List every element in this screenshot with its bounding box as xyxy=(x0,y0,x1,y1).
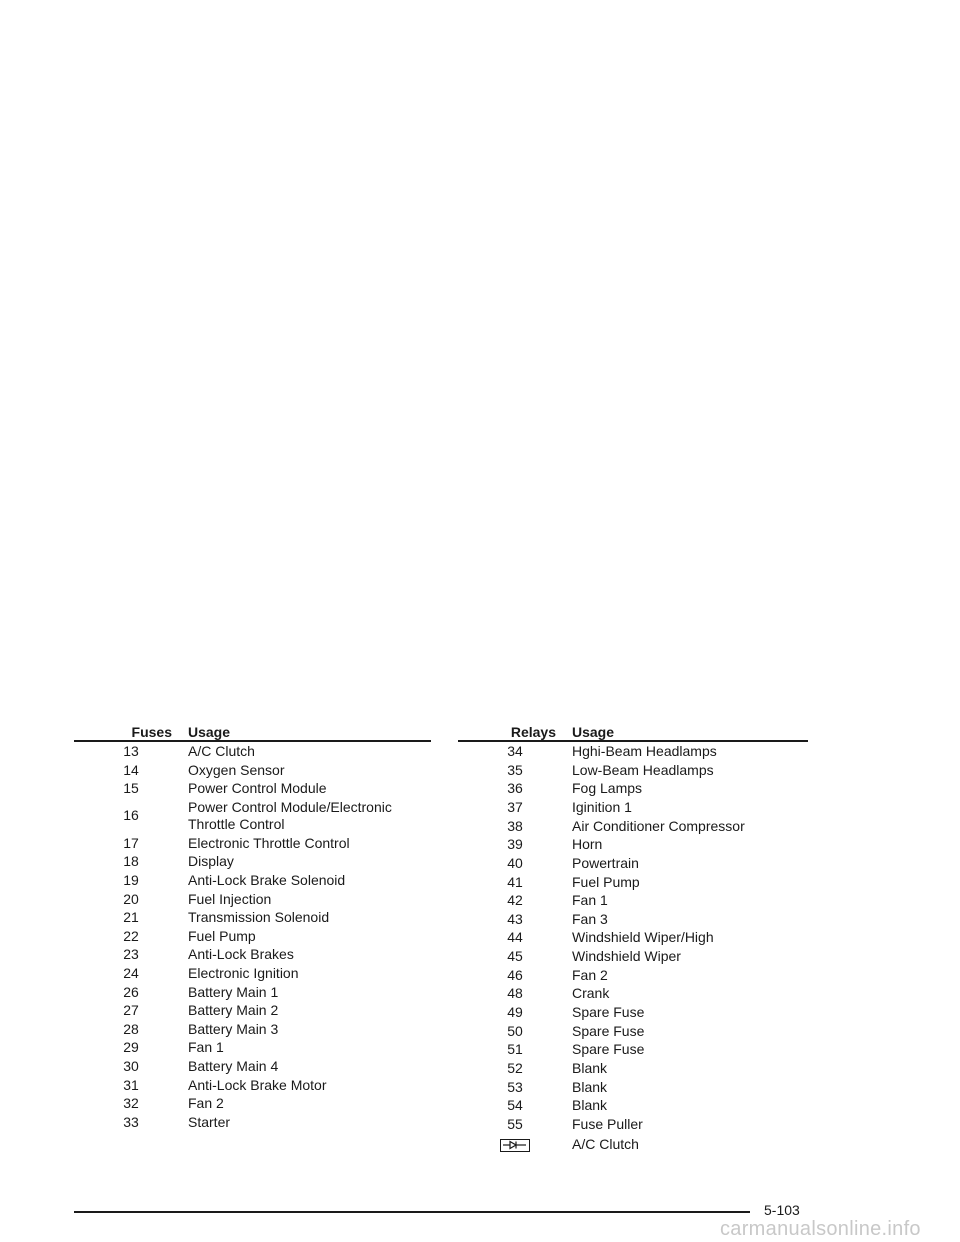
table-row xyxy=(458,1022,808,1041)
fuses-header-row xyxy=(74,725,431,741)
table-row xyxy=(458,984,808,1003)
table-row xyxy=(458,835,808,854)
relay-usage: Windshield Wiper/High xyxy=(572,929,714,946)
table-row xyxy=(74,1094,431,1113)
table-row xyxy=(74,834,431,853)
relay-usage: Iginition 1 xyxy=(572,798,632,815)
fuse-usage: Battery Main 1 xyxy=(188,983,279,1000)
relays-table xyxy=(458,725,808,1155)
table-row xyxy=(74,983,431,1002)
relay-usage: Low-Beam Headlamps xyxy=(572,761,714,778)
table-row xyxy=(74,761,431,780)
table-row xyxy=(74,1113,431,1132)
fuse-number: 24 xyxy=(123,964,139,981)
watermark: carmanualsonline.info xyxy=(720,1218,921,1240)
fuse-number: 19 xyxy=(123,871,139,888)
table-row xyxy=(458,854,808,873)
table-row xyxy=(458,1078,808,1097)
fuse-usage xyxy=(188,798,431,834)
table-row xyxy=(74,741,431,761)
relay-usage: Fuse Puller xyxy=(572,1115,643,1132)
table-row xyxy=(458,1040,808,1059)
relay-number: 38 xyxy=(507,817,523,834)
fuse-usage: Fan 2 xyxy=(188,1095,224,1112)
relay-number: 50 xyxy=(507,1022,523,1039)
fuse-usage: Anti-Lock Brake Motor xyxy=(188,1076,327,1093)
relay-number: 34 xyxy=(507,743,523,760)
table-row xyxy=(458,928,808,947)
fuse-number: 27 xyxy=(123,1002,139,1019)
fuse-number: 20 xyxy=(123,890,139,907)
table-row xyxy=(458,891,808,910)
fuse-number: 16 xyxy=(123,807,139,824)
fuse-usage-line: Power Control Module/Electronic xyxy=(188,798,392,815)
fuse-number: 29 xyxy=(123,1039,139,1056)
relay-number: 44 xyxy=(507,929,523,946)
relays-usage-column-header: Usage xyxy=(572,725,808,741)
fuse-number: 30 xyxy=(123,1057,139,1074)
table-row xyxy=(458,817,808,836)
table-row xyxy=(458,910,808,929)
fuse-number: 23 xyxy=(123,946,139,963)
fuse-number: 28 xyxy=(123,1020,139,1037)
fuse-usage: Power Control Module xyxy=(188,780,327,797)
fuse-number: 13 xyxy=(123,743,139,759)
relay-number: 35 xyxy=(507,761,523,778)
table-row xyxy=(458,966,808,985)
table-row xyxy=(74,1020,431,1039)
relay-usage: Windshield Wiper xyxy=(572,948,681,965)
relay-usage: Fog Lamps xyxy=(572,780,643,797)
relay-number: 41 xyxy=(507,873,523,890)
relay-usage: A/C Clutch xyxy=(572,1136,639,1153)
relay-usage: Spare Fuse xyxy=(572,1041,645,1058)
relay-usage: Horn xyxy=(572,836,603,853)
relay-number: 39 xyxy=(507,836,523,853)
table-row xyxy=(74,1076,431,1095)
fuse-usage: Fuel Injection xyxy=(188,890,272,907)
relay-usage: Fan 1 xyxy=(572,892,608,909)
fuse-usage: Fan 1 xyxy=(188,1039,224,1056)
footer-rule xyxy=(74,1211,750,1213)
table-row xyxy=(74,871,431,890)
table-row xyxy=(74,927,431,946)
relay-usage: Powertrain xyxy=(572,854,639,871)
relay-number: 55 xyxy=(507,1115,523,1132)
fuse-usage: A/C Clutch xyxy=(188,743,255,759)
relay-number: 43 xyxy=(507,910,523,927)
relay-usage: Blank xyxy=(572,1097,608,1114)
table-row xyxy=(458,1115,808,1134)
table-row xyxy=(74,964,431,983)
fuse-usage: Battery Main 2 xyxy=(188,1002,279,1019)
relay-number: 36 xyxy=(507,780,523,797)
table-row xyxy=(74,779,431,798)
fuse-usage: Anti-Lock Brake Solenoid xyxy=(188,871,346,888)
relay-usage: Blank xyxy=(572,1078,608,1095)
fuse-usage: Fuel Pump xyxy=(188,927,256,944)
table-row xyxy=(458,798,808,817)
fuse-number: 31 xyxy=(123,1076,139,1093)
fuse-number: 22 xyxy=(123,927,139,944)
relay-number: 42 xyxy=(507,892,523,909)
fuse-usage: Oxygen Sensor xyxy=(188,761,285,778)
table-row xyxy=(74,1057,431,1076)
relay-number: 48 xyxy=(507,985,523,1002)
table-row xyxy=(74,852,431,871)
relay-usage: Spare Fuse xyxy=(572,1003,645,1020)
relay-usage: Hghi-Beam Headlamps xyxy=(572,743,717,760)
relay-number: 37 xyxy=(507,798,523,815)
fuses-column-header: Fuses xyxy=(74,725,188,741)
relay-usage: Fan 3 xyxy=(572,910,608,927)
relay-number: 40 xyxy=(507,854,523,871)
table-row xyxy=(458,947,808,966)
fuse-number: 18 xyxy=(123,853,139,870)
fuse-number: 17 xyxy=(123,834,139,851)
relay-number: 46 xyxy=(507,966,523,983)
fuse-number: 32 xyxy=(123,1095,139,1112)
table-row xyxy=(458,872,808,891)
relay-number: 45 xyxy=(507,948,523,965)
table-row xyxy=(74,908,431,927)
relay-usage: Crank xyxy=(572,985,610,1002)
fuse-usage: Display xyxy=(188,853,234,870)
table-row xyxy=(74,1038,431,1057)
table-row xyxy=(458,761,808,780)
table-row xyxy=(74,1001,431,1020)
relay-usage: Spare Fuse xyxy=(572,1022,645,1039)
fuse-usage: Electronic Ignition xyxy=(188,964,299,981)
fuse-usage: Electronic Throttle Control xyxy=(188,834,350,851)
fuse-number: 26 xyxy=(123,983,139,1000)
relay-usage: Blank xyxy=(572,1059,608,1076)
relay-number: 49 xyxy=(507,1003,523,1020)
relays-column-header: Relays xyxy=(458,725,572,741)
table-row xyxy=(458,1133,808,1155)
table-row xyxy=(458,741,808,761)
diode-cell xyxy=(458,1133,572,1155)
fuse-usage: Starter xyxy=(188,1113,231,1130)
diode-icon xyxy=(500,1139,530,1152)
fuse-usage-line: Throttle Control xyxy=(188,815,285,832)
table-row xyxy=(458,1003,808,1022)
fuse-number: 21 xyxy=(123,909,139,926)
relay-number: 53 xyxy=(507,1078,523,1095)
relays-header-row xyxy=(458,725,808,741)
fuse-number: 14 xyxy=(123,761,139,778)
relay-number: 51 xyxy=(507,1041,523,1058)
table-row xyxy=(74,945,431,964)
relay-usage: Air Conditioner Compressor xyxy=(572,817,745,834)
fuses-usage-column-header: Usage xyxy=(188,725,431,741)
fuse-number: 15 xyxy=(123,780,139,797)
fuse-usage: Transmission Solenoid xyxy=(188,909,330,926)
relay-usage: Fan 2 xyxy=(572,966,608,983)
table-row xyxy=(74,798,431,834)
fuse-usage: Anti-Lock Brakes xyxy=(188,946,294,963)
relay-usage: Fuel Pump xyxy=(572,873,640,890)
fuse-usage: Battery Main 3 xyxy=(188,1020,279,1037)
fuses-table xyxy=(74,725,431,1131)
relay-number: 54 xyxy=(507,1097,523,1114)
page-number: 5-103 xyxy=(764,1202,800,1218)
fuse-number: 33 xyxy=(123,1113,139,1130)
table-row xyxy=(458,1059,808,1078)
table-row xyxy=(458,1096,808,1115)
relay-number: 52 xyxy=(507,1059,523,1076)
fuse-usage: Battery Main 4 xyxy=(188,1057,279,1074)
table-row xyxy=(74,890,431,909)
table-row xyxy=(458,779,808,798)
